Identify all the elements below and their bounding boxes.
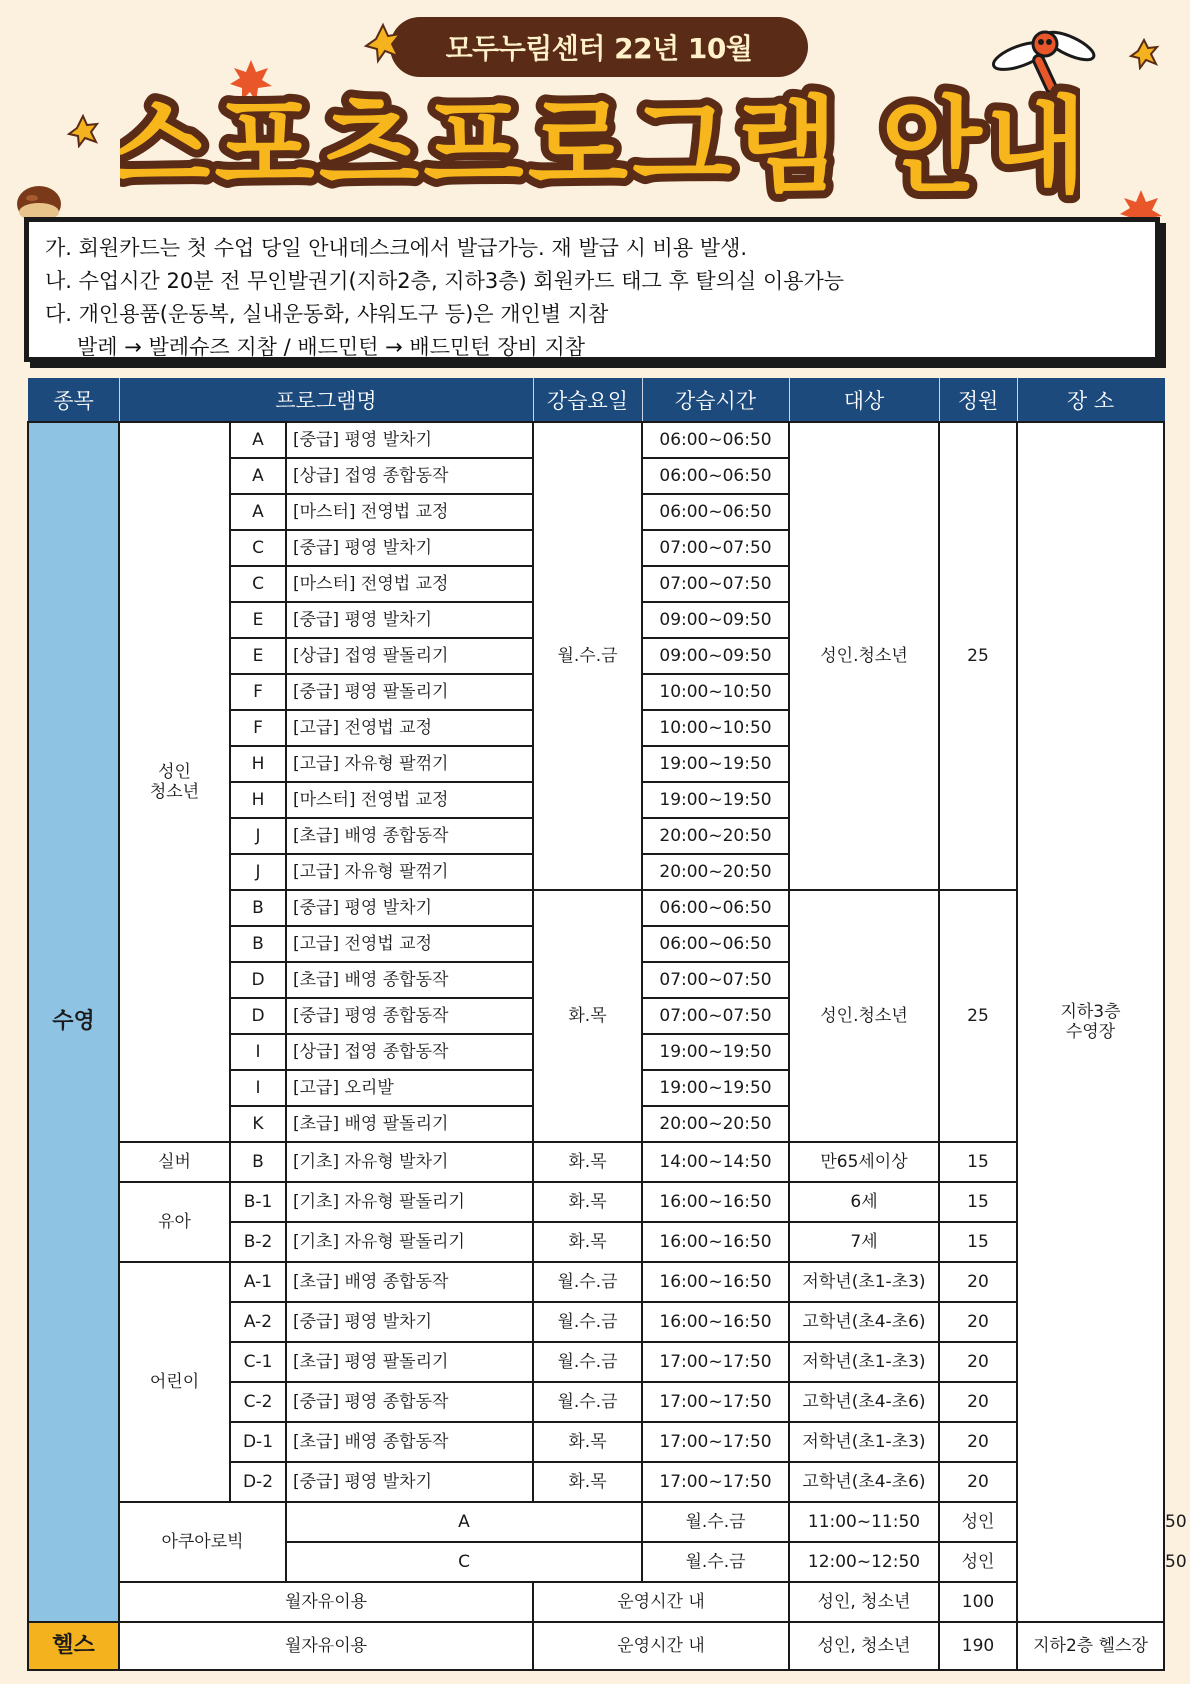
capacity: 15 [939, 1182, 1017, 1222]
class-time: 16:00~16:50 [642, 1302, 789, 1342]
subtitle-text: 모두누림센터 22년 10월 [445, 32, 753, 65]
program-name: [중급] 평영 발차기 [286, 530, 533, 566]
class-time: 17:00~17:50 [642, 1342, 789, 1382]
class-code: D-1 [230, 1422, 286, 1462]
program-name: [고급] 전영법 교정 [286, 926, 533, 962]
class-time: 14:00~14:50 [642, 1142, 789, 1182]
class-code: B [230, 890, 286, 926]
target: 성인 [939, 1502, 1017, 1542]
capacity: 20 [939, 1422, 1017, 1462]
target: 성인.청소년 [789, 422, 939, 890]
class-time: 09:00~09:50 [642, 638, 789, 674]
class-time: 20:00~20:50 [642, 818, 789, 854]
program-name: [고급] 자유형 팔꺾기 [286, 854, 533, 890]
class-time: 17:00~17:50 [642, 1382, 789, 1422]
class-code: B-1 [230, 1182, 286, 1222]
program-name: [초급] 배영 팔돌리기 [286, 1106, 533, 1142]
class-time: 06:00~06:50 [642, 458, 789, 494]
class-code: C-1 [230, 1342, 286, 1382]
leaf-icon [362, 22, 404, 64]
program-name: [마스터] 전영법 교정 [286, 566, 533, 602]
class-days: 월.수.금 [533, 1342, 642, 1382]
target: 성인 [939, 1542, 1017, 1582]
notice-line: 다. 개인용품(운동복, 실내운동화, 샤워도구 등)은 개인별 지참 [45, 302, 609, 326]
group-adult [119, 422, 230, 1142]
col-header: 대상 [789, 379, 939, 423]
class-days: 월.수.금 [642, 1502, 789, 1542]
class-code: A-2 [230, 1302, 286, 1342]
program-name: [마스터] 전영법 교정 [286, 494, 533, 530]
class-days: 화.목 [533, 1142, 642, 1182]
table-row [28, 1262, 1164, 1302]
class-code: B [230, 1142, 286, 1182]
table-row [28, 1622, 1164, 1670]
class-code: I [230, 1034, 286, 1070]
class-code: I [230, 1070, 286, 1106]
subtitle-pill [390, 17, 808, 77]
notice-line: 가. 회원카드는 첫 수업 당일 안내데스크에서 발급가능. 재 발급 시 비용 발생. [45, 236, 748, 260]
table-row: 아쿠아로빅 A 월.수.금 11:00~11:50 성인 50 [28, 1502, 1164, 1542]
target: 성인, 청소년 [789, 1582, 939, 1622]
group-infant: 유아 [119, 1182, 230, 1262]
location-health: 지하2층 헬스장 [1017, 1622, 1164, 1670]
class-code: H [230, 746, 286, 782]
capacity: 25 [939, 422, 1017, 890]
table-row [28, 1142, 1164, 1182]
group-child: 어린이 [119, 1262, 230, 1502]
class-time: 06:00~06:50 [642, 494, 789, 530]
class-days: 화.목 [533, 1462, 642, 1502]
program-name: [초급] 평영 팔돌리기 [286, 1342, 533, 1382]
cell-line: 지하3층 [1060, 1001, 1121, 1022]
target: 저학년(초1-초3) [789, 1262, 939, 1302]
class-time: 운영시간 내 [533, 1582, 789, 1622]
target: 고학년(초4-초6) [789, 1302, 939, 1342]
class-code: A [286, 1502, 642, 1542]
class-time: 12:00~12:50 [789, 1542, 939, 1582]
program-name: [중급] 평영 발차기 [286, 1462, 533, 1502]
class-code: F [230, 710, 286, 746]
program-name: [상급] 접영 종합동작 [286, 1034, 533, 1070]
class-code: A [230, 458, 286, 494]
target: 고학년(초4-초6) [789, 1462, 939, 1502]
program-name: [고급] 전영법 교정 [286, 710, 533, 746]
class-time: 07:00~07:50 [642, 962, 789, 998]
program-name: [중급] 평영 발차기 [286, 422, 533, 458]
class-time: 07:00~07:50 [642, 566, 789, 602]
class-time: 10:00~10:50 [642, 674, 789, 710]
program-name: [상급] 접영 종합동작 [286, 458, 533, 494]
table-header-row [28, 379, 1164, 423]
class-days: 월.수.금 [533, 1262, 642, 1302]
class-time: 19:00~19:50 [642, 1034, 789, 1070]
class-time: 16:00~16:50 [642, 1182, 789, 1222]
target: 6세 [789, 1182, 939, 1222]
location-swim [1017, 422, 1164, 1622]
class-code: D [230, 962, 286, 998]
class-days: 월.수.금 [533, 422, 642, 890]
target: 만65세이상 [789, 1142, 939, 1182]
class-code: C [286, 1542, 642, 1582]
leaf-icon [66, 114, 100, 148]
class-code: K [230, 1106, 286, 1142]
program-name: [중급] 평영 발차기 [286, 1302, 533, 1342]
schedule-table [27, 378, 1187, 1671]
program-name: [초급] 배영 종합동작 [286, 818, 533, 854]
category-swim: 수영 [28, 422, 119, 1622]
class-time: 16:00~16:50 [642, 1222, 789, 1262]
class-code: E [230, 602, 286, 638]
class-time: 07:00~07:50 [642, 530, 789, 566]
class-code: C [230, 530, 286, 566]
class-days: 월.수.금 [533, 1302, 642, 1342]
program-name: [상급] 접영 팔돌리기 [286, 638, 533, 674]
class-time: 06:00~06:50 [642, 926, 789, 962]
program-name: [고급] 자유형 팔꺾기 [286, 746, 533, 782]
class-code: C [230, 566, 286, 602]
cell-line: 성인 [158, 761, 191, 782]
program-name: [기초] 자유형 발차기 [286, 1142, 533, 1182]
capacity: 15 [939, 1222, 1017, 1262]
class-time: 09:00~09:50 [642, 602, 789, 638]
class-code: H [230, 782, 286, 818]
class-time: 운영시간 내 [533, 1622, 789, 1670]
notice-box [24, 217, 1160, 362]
class-code: A [230, 422, 286, 458]
group-aqua: 아쿠아로빅 [119, 1502, 286, 1582]
class-time: 16:00~16:50 [642, 1262, 789, 1302]
col-header: 프로그램명 [119, 379, 533, 423]
class-days: 화.목 [533, 890, 642, 1142]
class-code: J [230, 854, 286, 890]
class-days: 월.수.금 [642, 1542, 789, 1582]
target: 저학년(초1-초3) [789, 1342, 939, 1382]
capacity: 25 [939, 890, 1017, 1142]
target: 고학년(초4-초6) [789, 1382, 939, 1422]
class-time: 06:00~06:50 [642, 890, 789, 926]
program-name: [기초] 자유형 팔돌리기 [286, 1182, 533, 1222]
program-name: [중급] 평영 종합동작 [286, 1382, 533, 1422]
program-name: 월자유이용 [119, 1582, 533, 1622]
category-health: 헬스 [28, 1622, 119, 1670]
capacity: 20 [939, 1262, 1017, 1302]
program-name: 월자유이용 [119, 1622, 533, 1670]
capacity: 20 [939, 1382, 1017, 1422]
col-header: 강습요일 [533, 379, 642, 423]
program-name: [마스터] 전영법 교정 [286, 782, 533, 818]
class-time: 20:00~20:50 [642, 854, 789, 890]
leaf-icon [1128, 38, 1160, 70]
cell-line: 수영장 [1065, 1022, 1116, 1042]
class-code: B-2 [230, 1222, 286, 1262]
class-code: C-2 [230, 1382, 286, 1422]
col-header: 정원 [939, 379, 1017, 423]
class-time: 11:00~11:50 [789, 1502, 939, 1542]
capacity: 15 [939, 1142, 1017, 1182]
capacity: 20 [939, 1302, 1017, 1342]
program-name: [중급] 평영 종합동작 [286, 998, 533, 1034]
notice-line: 발레 → 발레슈즈 지참 / 배드민턴 → 배드민턴 장비 지참 [77, 335, 586, 359]
class-days: 화.목 [533, 1422, 642, 1462]
class-time: 19:00~19:50 [642, 782, 789, 818]
cell-line: 청소년 [149, 782, 200, 802]
main-title [120, 82, 1080, 217]
main-title-text: 스포츠프로그램 안내 [120, 85, 1080, 207]
class-code: F [230, 674, 286, 710]
col-header: 강습시간 [642, 379, 789, 423]
target: 성인, 청소년 [789, 1622, 939, 1670]
program-name: [중급] 평영 발차기 [286, 602, 533, 638]
col-header: 장 소 [1017, 379, 1164, 423]
table-row [28, 1182, 1164, 1222]
program-name: [초급] 배영 종합동작 [286, 1262, 533, 1302]
class-time: 10:00~10:50 [642, 710, 789, 746]
capacity: 190 [939, 1622, 1017, 1670]
class-code: A-1 [230, 1262, 286, 1302]
class-code: B [230, 926, 286, 962]
class-code: D [230, 998, 286, 1034]
class-time: 17:00~17:50 [642, 1462, 789, 1502]
class-code: A [230, 494, 286, 530]
program-name: [초급] 배영 종합동작 [286, 962, 533, 998]
class-time: 19:00~19:50 [642, 746, 789, 782]
col-header: 종목 [28, 379, 119, 423]
table-row [28, 1582, 1164, 1622]
class-time: 17:00~17:50 [642, 1422, 789, 1462]
notice-line: 나. 수업시간 20분 전 무인발권기(지하2층, 지하3층) 회원카드 태그 후 탈의실 이용가능 [45, 269, 845, 293]
class-days: 화.목 [533, 1182, 642, 1222]
class-code: J [230, 818, 286, 854]
group-silver: 실버 [119, 1142, 230, 1182]
capacity: 20 [939, 1462, 1017, 1502]
program-name: [중급] 평영 팔돌리기 [286, 674, 533, 710]
target: 성인.청소년 [789, 890, 939, 1142]
target: 7세 [789, 1222, 939, 1262]
class-time: 07:00~07:50 [642, 998, 789, 1034]
class-time: 06:00~06:50 [642, 422, 789, 458]
program-name: [기초] 자유형 팔돌리기 [286, 1222, 533, 1262]
class-code: D-2 [230, 1462, 286, 1502]
capacity: 100 [939, 1582, 1017, 1622]
class-code: E [230, 638, 286, 674]
program-name: [중급] 평영 발차기 [286, 890, 533, 926]
program-name: [초급] 배영 종합동작 [286, 1422, 533, 1462]
target: 저학년(초1-초3) [789, 1422, 939, 1462]
class-days: 화.목 [533, 1222, 642, 1262]
class-days: 월.수.금 [533, 1382, 642, 1422]
class-time: 19:00~19:50 [642, 1070, 789, 1106]
table-row [28, 422, 1164, 458]
capacity: 20 [939, 1342, 1017, 1382]
class-time: 20:00~20:50 [642, 1106, 789, 1142]
table-row: C 월.수.금 12:00~12:50 성인 50 [28, 1542, 1164, 1582]
program-name: [고급] 오리발 [286, 1070, 533, 1106]
